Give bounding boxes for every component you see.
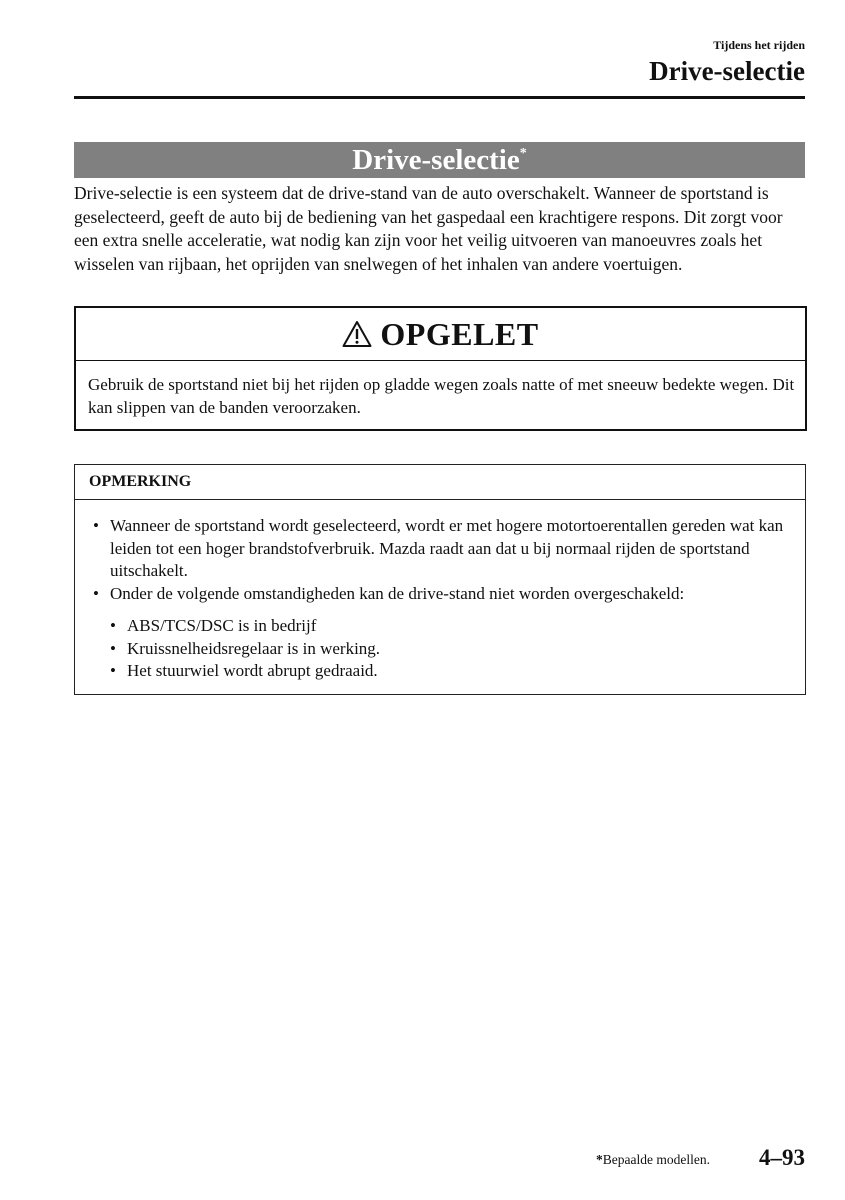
page-number: 4–93: [759, 1145, 805, 1170]
footnote: [596, 1152, 710, 1168]
section-heading-banner: [74, 142, 805, 178]
section-heading: Drive-selectie: [352, 144, 520, 176]
note-list: [75, 500, 805, 683]
intro-paragraph: Drive-selectie is een systeem dat de drive-stand van de auto overschakelt. Wanneer de sportstand is geselecteerd, geeft de auto bij de bediening van het gaspedaal een krachtigere respons. Dit zorgt voor een extra snelle acceleratie, wat nodig kan zijn voor het veilig uitvoeren van manoeuvres zoals het wisselen van rijbaan, het oprijden van snelwegen of het inhalen van andere voertuigen.: [74, 183, 783, 274]
warning-triangle-icon: [342, 320, 372, 348]
note-item-text: Wanneer de sportstand wordt geselecteerd, wordt er met hogere motortoerentallen gereden wat kan leiden tot een hoger brandstofverbruik. Mazda raadt aan dat u bij normaal rijden de sportstand uitschakelt.: [110, 516, 784, 580]
bullet: •: [93, 516, 99, 535]
note-item-text: Onder de volgende omstandigheden kan de drive-stand niet worden overgeschakeld:: [110, 583, 685, 603]
note-item: [89, 583, 795, 683]
note-box: [74, 464, 806, 695]
footnote-text: Bepaalde modellen.: [602, 1152, 710, 1167]
note-title: OPMERKING: [75, 465, 805, 500]
note-sub-item-text: ABS/TCS/DSC is in bedrijf: [127, 616, 317, 635]
caution-header: [76, 308, 805, 361]
note-sub-item: [110, 615, 795, 638]
bullet: •: [110, 638, 116, 658]
footnote-mark: *: [596, 1152, 603, 1167]
running-header-title: Drive-selectie: [649, 56, 805, 86]
note-sub-item: [110, 638, 795, 661]
caution-title: OPGELET: [380, 315, 539, 352]
header-divider: [74, 96, 805, 99]
section-heading-footnote-mark: *: [519, 146, 527, 161]
running-header-section: Tijdens het rijden: [713, 38, 805, 52]
bullet: •: [110, 661, 116, 680]
bullet: •: [110, 616, 116, 635]
note-item: [89, 515, 795, 583]
note-sub-item: [110, 660, 795, 683]
note-sub-list: [110, 615, 795, 683]
note-sub-item-text: Het stuurwiel wordt abrupt gedraaid.: [127, 661, 378, 680]
caution-text: Gebruik de sportstand niet bij het rijden op gladde wegen zoals natte of met sneeuw bedekte wegen. Dit kan slippen van de banden veroorzaken.: [88, 375, 795, 417]
note-sub-item-text: Kruissnelheidsregelaar is in werking.: [127, 638, 381, 658]
caution-box: [74, 306, 807, 431]
bullet: •: [93, 583, 99, 603]
